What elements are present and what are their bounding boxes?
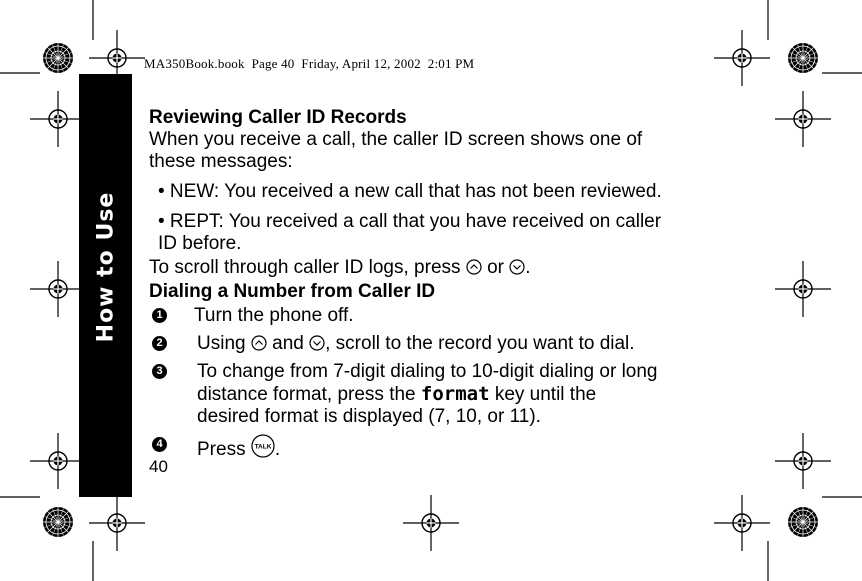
step-number: 4 [152, 437, 167, 452]
step-text: Turn the phone off. [194, 305, 354, 326]
section-side-tab [79, 74, 132, 497]
bullet-rept-continued: ID before. [158, 233, 242, 254]
scroll-down-key-icon [309, 335, 325, 351]
registration-crosshair-icon [30, 261, 86, 317]
step-text: , scroll to the record you want to dial. [325, 333, 635, 354]
scroll-end: . [525, 257, 531, 278]
talk-key-icon [251, 434, 275, 458]
registration-crosshair-icon [30, 91, 86, 147]
intro-line-2: these messages: [149, 151, 293, 172]
step-text-part: key until the [494, 384, 597, 405]
step-text-part: distance format, press the [197, 384, 416, 405]
star-target-icon [788, 43, 818, 73]
star-target-icon [43, 43, 73, 73]
scroll-text: To scroll through caller ID logs, press [149, 257, 461, 278]
registration-crosshair-icon [714, 30, 770, 86]
page-number: 40 [149, 457, 168, 476]
step-number: 1 [152, 308, 167, 323]
registration-crosshair-icon [89, 495, 145, 551]
talk-key-label: TALK [254, 443, 272, 451]
step-text: . [274, 439, 281, 460]
registration-crosshair-icon [30, 433, 86, 489]
step-text [197, 383, 709, 406]
step-text: To change from 7-digit dialing to 10-digit dialing or long [197, 361, 658, 382]
scroll-up-key-icon [251, 335, 267, 351]
step-text: Press [197, 439, 246, 460]
registration-crosshair-icon [775, 91, 831, 147]
registration-crosshair-icon [403, 495, 459, 551]
step-4 [149, 434, 709, 461]
side-tab-label: How to Use [93, 191, 118, 343]
step-2 [149, 333, 709, 355]
step-number: 3 [152, 364, 167, 379]
step-text: Using [197, 333, 246, 354]
step-text: and [272, 333, 304, 354]
section-heading-dialing: Dialing a Number from Caller ID [149, 281, 436, 302]
scroll-up-key-icon [466, 259, 482, 275]
step-number: 2 [152, 336, 167, 351]
scroll-instruction [149, 257, 709, 279]
registration-crosshair-icon [775, 433, 831, 489]
star-target-icon [43, 507, 73, 537]
registration-crosshair-icon [775, 261, 831, 317]
format-key-name: format [420, 383, 490, 405]
step-text: desired format is displayed (7, 10, or 11). [197, 406, 541, 427]
registration-crosshair-icon [714, 495, 770, 551]
star-target-icon [788, 507, 818, 537]
bullet-rept: • REPT: You received a call that you have received on caller [158, 211, 662, 232]
page-content [149, 107, 709, 461]
bullet-new: • NEW: You received a new call that has not been reviewed. [158, 181, 662, 202]
print-header: MA350Book.book Page 40 Friday, April 12, 2002 2:01 PM [144, 56, 475, 71]
scroll-down-key-icon [509, 259, 525, 275]
step-1 [149, 305, 709, 327]
intro-line-1: When you receive a call, the caller ID screen shows one of [149, 129, 643, 150]
step-3 [149, 361, 709, 428]
section-heading-caller-id-records: Reviewing Caller ID Records [149, 107, 407, 128]
scroll-or: or [487, 257, 504, 278]
